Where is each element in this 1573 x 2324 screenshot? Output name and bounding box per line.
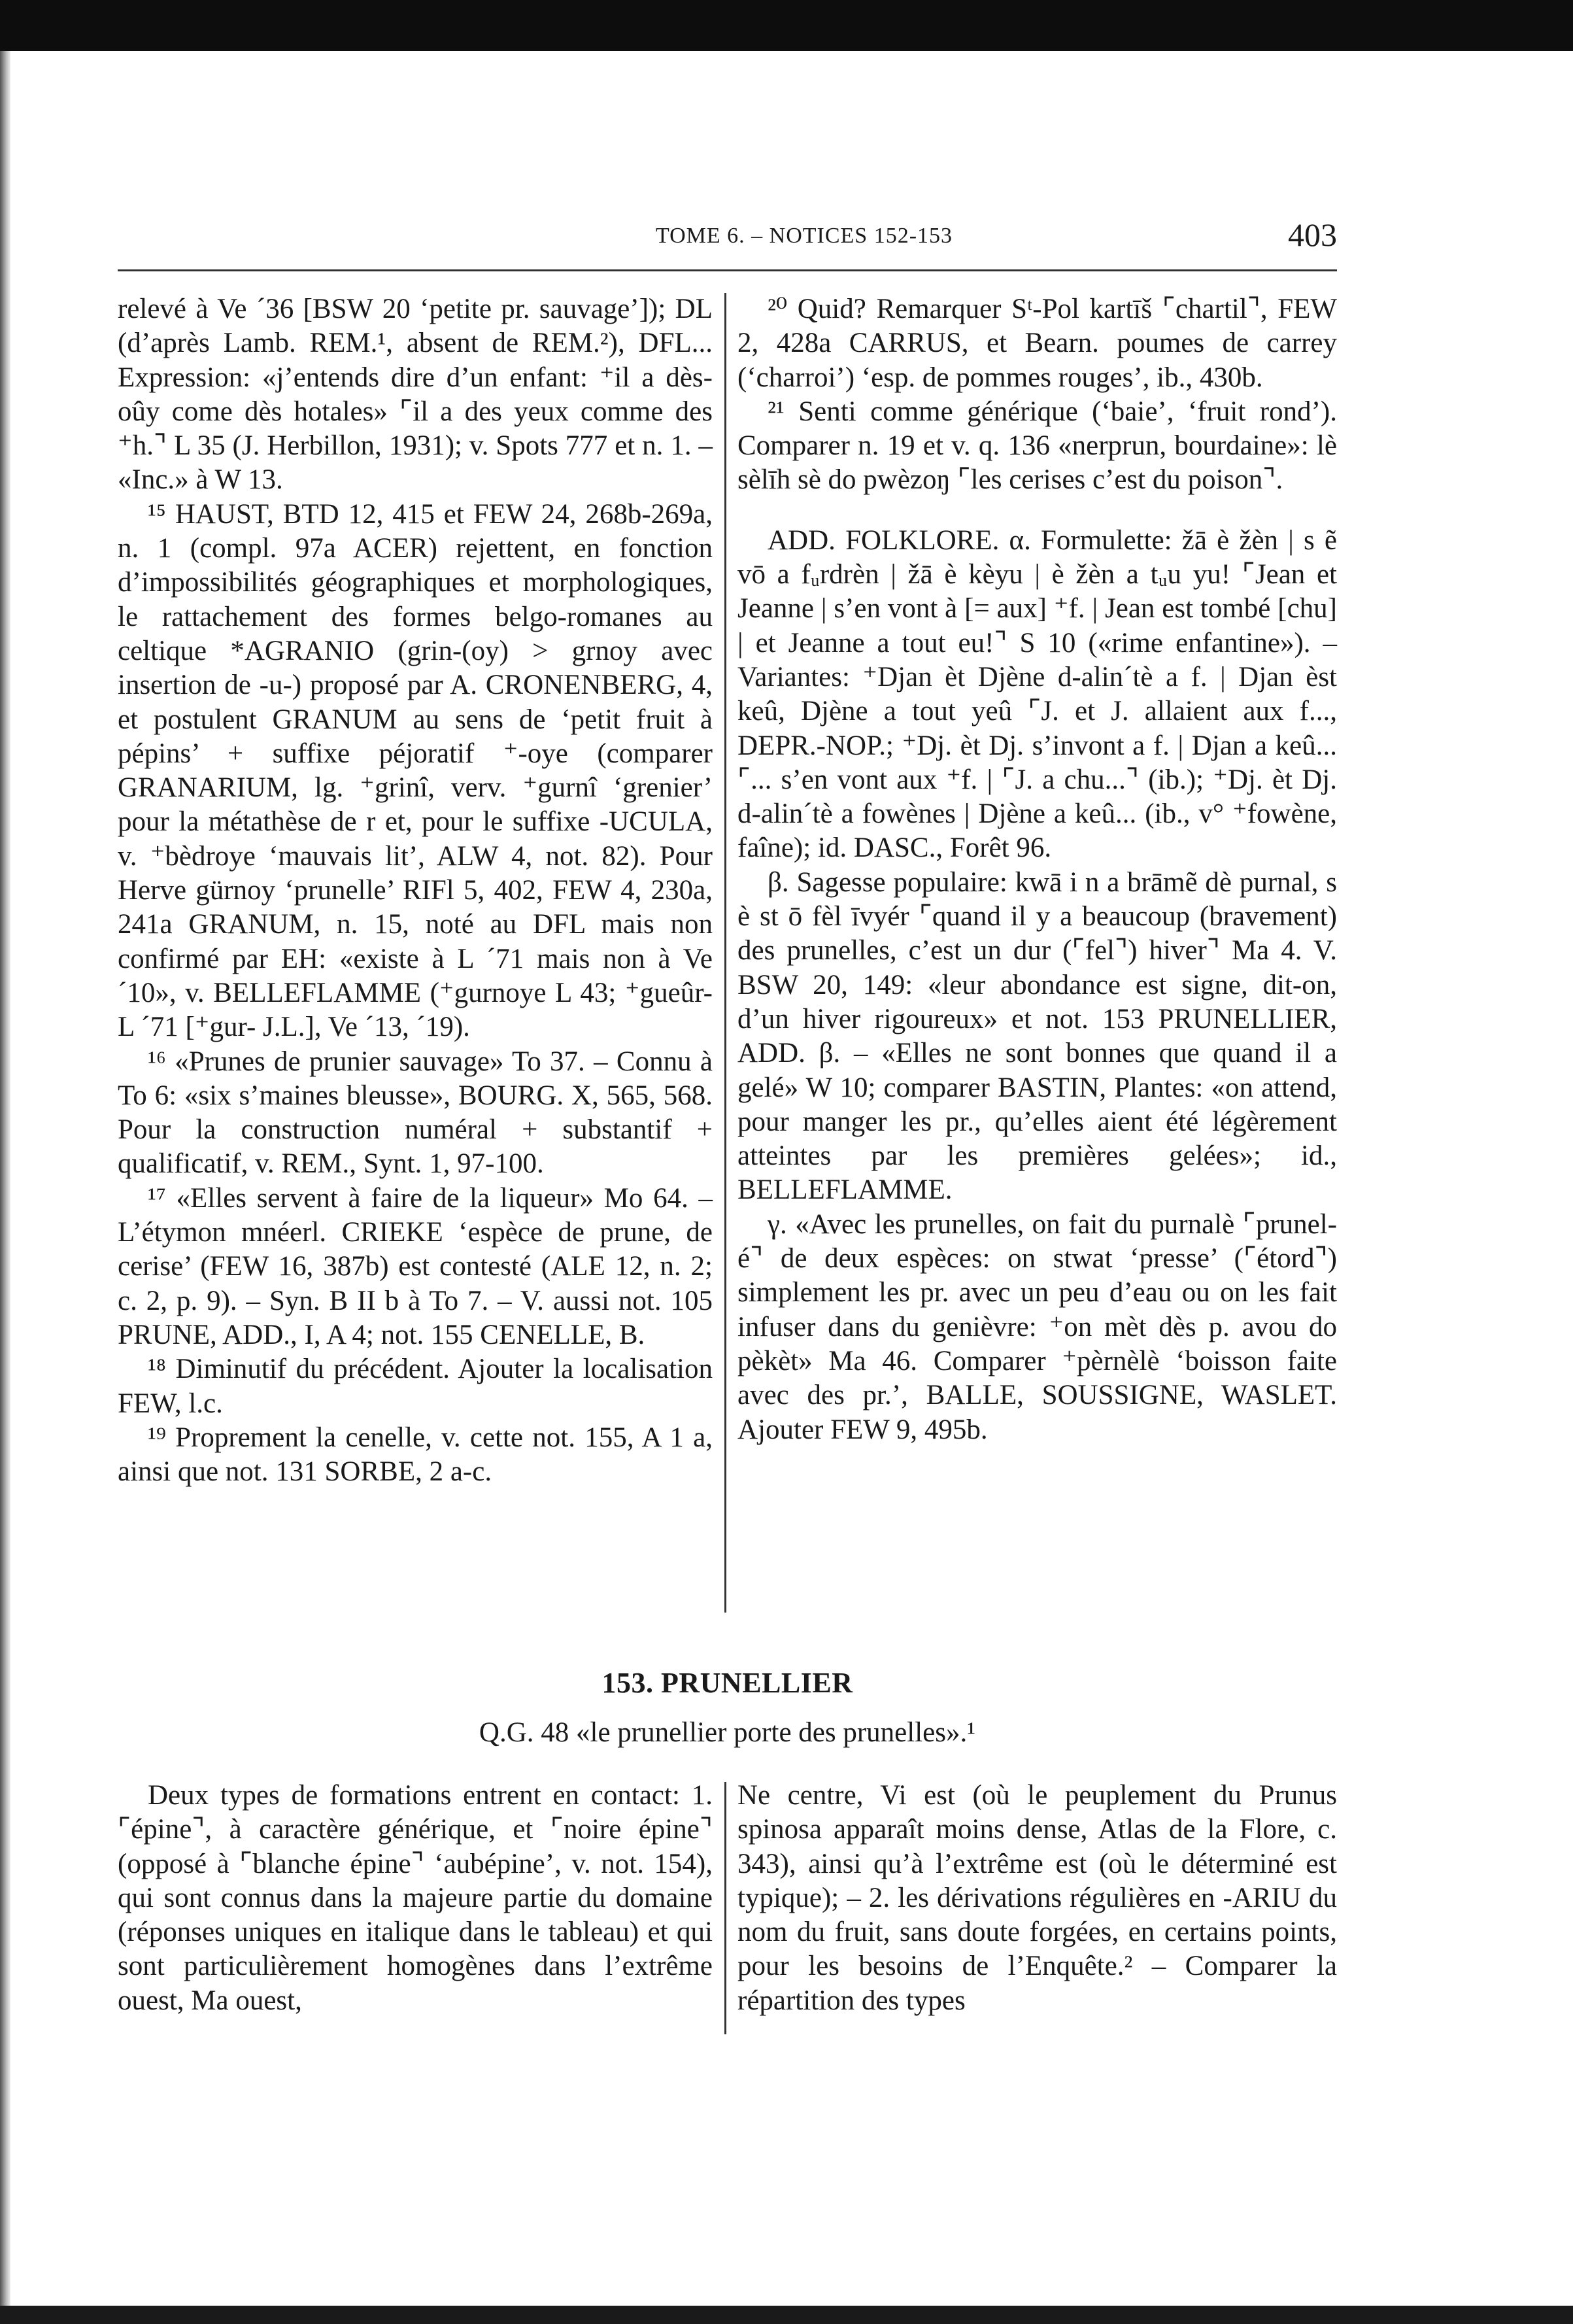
column-divider <box>724 1782 726 2034</box>
spacer <box>737 498 1337 524</box>
page-number: 403 <box>1288 216 1337 253</box>
column-left-bottom <box>118 1779 713 2018</box>
footnote-20: ²⁰ Quid? Remarquer Sᵗ-Pol kartīš ⌜chartil⌝, FEW 2, 428a CARRUS, et Bearn. poumes de carrey (‘charroi’) ‘esp. de pommes rouges’, ib., 430b. <box>737 294 1337 393</box>
add-folklore-alpha: ADD. FOLKLORE. α. Formulette: žā è žèn | s ẽ vō a fᵤrdrèn | žā è kèyu | è žèn a tᵤu yu! ⌜Jean et Jeanne | s’en vont à [= aux] ⁺f. | Jean est tombé [chu] | et Jeanne a tout eu!⌝ S 10 («rime enfantine»). – Variantes: ⁺Djan èt Djène d-alin´tè a f. | Djan èst keû, Djène a tout yeû ⌜J. et J. allaient aux f..., DEPR.-NOP.; ⁺Dj. èt Dj. s’invont a f. | Djan a keû... ⌜... s’en vont aux ⁺f. | ⌜J. a chu...⌝ (ib.); ⁺Dj. èt Dj. d-alin´tè a fowènes | Djène a keû... (ib., v° ⁺fowène, faîne); id. DASC., Forêt 96. <box>737 524 1337 864</box>
running-head <box>118 211 1337 271</box>
column-right-top <box>737 292 1337 1447</box>
column-divider <box>724 293 726 1613</box>
running-title: TOME 6. – NOTICES 152-153 <box>655 224 953 248</box>
footnote-19: ¹⁹ Proprement la cenelle, v. cette not. 155, A 1 a, ainsi que not. 131 SORBE, 2 a-c. <box>118 1422 713 1488</box>
add-folklore-beta: β. Sagesse populaire: kwā i n a brāmẽ dè purnal, s è st ō fèl īvyér ⌜quand il y a beaucoup (bravement) des prunelles, c’est un dur (⌜fel⌝) hiver⌝ Ma 4. V. BSW 20, 149: «leur abondance est signe, dit-on, d’un hiver rigoureux» et not. 153 PRUNELLIER, ADD. β. – «Elles ne sont bonnes que quand il a gelé» W 10; comparer BASTIN, Plantes: «on attend, pour manger les pr., qu’elles aient été légèrement atteintes par les premières gelées»; id., BELLEFLAMME. <box>737 866 1337 1206</box>
footnote-17: ¹⁷ «Elles servent à faire de la liqueur» Mo 64. – L’étymon mnéerl. CRIEKE ‘espèce de prune, de cerise’ (FEW 16, 387b) est contesté (ALE 12, n. 2; c. 2, p. 9). – Syn. B II b à To 7. – V. aussi not. 105 PRUNE, ADD., I, A 4; not. 155 CENELLE, B. <box>118 1182 713 1350</box>
footnote-15: ¹⁵ HAUST, BTD 12, 415 et FEW 24, 268b-269a, n. 1 (compl. 97a ACER) rejettent, en fonction d’impossibilités géographiques et morphologiques, le rattachement des formes belgo-romanes au celtique *AGRANIO (grin-(oy) > grnoy avec insertion de -u-) proposé par A. CRONENBERG, 4, et postulent GRANUM au sens de ‘petit fruit à pépins’ + suffixe péjoratif ⁺-oye (comparer GRANARIUM, lg. ⁺grinî, verv. ⁺gurnî ‘grenier’ pour la métathèse de r et, pour le suffixe -UCULA, v. ⁺bèdroye ‘mauvais lit’, ALW 4, not. 82). Pour Herve gürnoy ‘prunelle’ RIFl 5, 402, FEW 4, 230a, 241a GRANUM, n. 15, noté au DFL mais non confirmé par EH: «existe à L ´71 mais non à Ve ´10», v. BELLEFLAMME (⁺gurnoye L 43; ⁺gueûr- L ´71 [⁺gur- J.L.], Ve ´13, ´19). <box>118 498 713 1043</box>
scan-left-edge <box>0 51 10 2307</box>
paragraph: Deux types de formations entrent en contact: 1. ⌜épine⌝, à caractère générique, et ⌜noire épine⌝ (opposé à ⌜blanche épine⌝ ‘aubépine’, v. not. 154), qui sont connus dans la majeure partie du domaine (réponses uniques en italique dans le tableau) et qui sont particulièrement homogènes dans l’extrême ouest, Ma ouest, <box>118 1780 713 2016</box>
scan-top-border <box>0 0 1573 51</box>
column-right-bottom <box>737 1779 1337 2018</box>
column-left-top <box>118 292 713 1489</box>
notice-question: Q.G. 48 «le prunellier porte des prunelles».¹ <box>479 1717 976 1748</box>
paragraph: relevé à Ve ´36 [BSW 20 ‘petite pr. sauvage’]); DL (d’après Lamb. REM.¹, absent de REM.²), DFL... Expression: «j’entends dire d’un enfant: ⁺il a dès-oûy come dès hotales» ⌜il a des yeux comme des ⁺h.⌝ L 35 (J. Herbillon, 1931); v. Spots 777 et n. 1. – «Inc.» à W 13. <box>118 294 713 496</box>
paragraph: Ne centre, Vi est (où le peuplement du Prunus spinosa apparaît moins dense, Atlas de la Flore, c. 343), ainsi qu’à l’extrême est (où le déterminé est typique); – 2. les dérivations régulières en -ARIU du nom du fruit, sans doute forgées, en certains points, pour les besoins de l’Enquête.² – Comparer la répartition des types <box>737 1780 1337 2016</box>
footnote-16: ¹⁶ «Prunes de prunier sauvage» To 37. – Connu à To 6: «six s’maines bleusse», BOURG. X, 565, 568. Pour la construction numéral + substantif + qualificatif, v. REM., Synt. 1, 97-100. <box>118 1046 713 1180</box>
notice-title: 153. PRUNELLIER <box>601 1667 853 1699</box>
footnote-21: ²¹ Senti comme générique (‘baie’, ‘fruit rond’). Comparer n. 19 et v. q. 136 «nerprun, bourdaine»: lè sèlīh sè do pwèzoŋ ⌜les cerises c’est du poison⌝. <box>737 396 1337 496</box>
add-folklore-gamma: γ. «Avec les prunelles, on fait du purnalè ⌜prunel-é⌝ de deux espèces: on stwat ‘presse’ (⌜étord⌝) simplement les pr. avec un peu d’eau ou on les fait infuser dans du genièvre: ⁺on mèt dès p. avou do pèkèt» Ma 46. Comparer ⁺pèrnèlè ‘boisson faite avec des pr.’, BALLE, SOUSSIGNE, WASLET. Ajouter FEW 9, 495b. <box>737 1208 1337 1445</box>
scan-bottom-border <box>0 2306 1573 2324</box>
footnote-18: ¹⁸ Diminutif du précédent. Ajouter la localisation FEW, l.c. <box>118 1354 713 1419</box>
